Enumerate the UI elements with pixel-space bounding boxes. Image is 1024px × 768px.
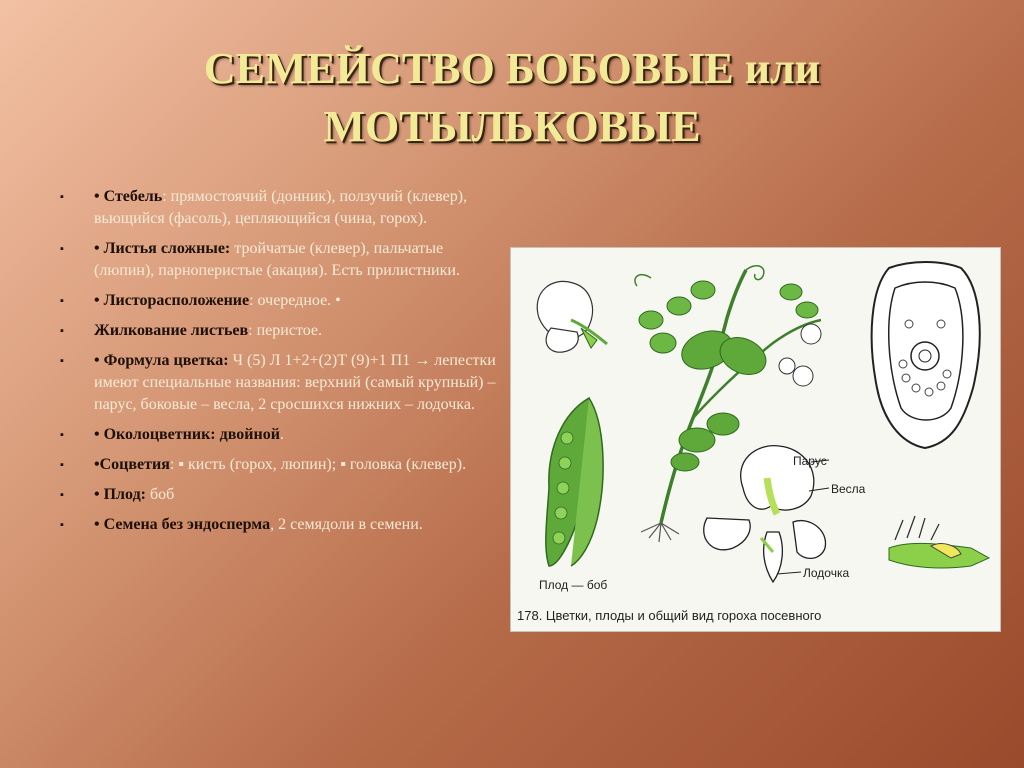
bullet-text: боб <box>145 486 175 503</box>
bullet-key: • Околоцветник: двойной <box>94 426 280 443</box>
bullet-text: : ▪ кисть (горох, люпин); ▪ головка (клевер). <box>169 456 467 473</box>
bullet-key: Жилкование листьев <box>94 322 249 339</box>
bullet-marker: ▪ <box>60 295 64 307</box>
bullet-key: • Семена без эндосперма <box>94 516 271 533</box>
stamen-detail-icon <box>889 516 989 568</box>
pea-illustration <box>510 247 1001 632</box>
bullet-text: : прямостоячий (донник), ползучий (клевер), вьющийся (фасоль), цепляющийся (чина, горох). <box>94 188 468 227</box>
bullet-marker: ▪ <box>60 243 64 255</box>
pea-drawing <box>511 248 1000 631</box>
bullet-item <box>60 186 500 230</box>
bullet-item <box>60 514 500 536</box>
bullet-text: , 2 семядоли в семени. <box>270 516 423 533</box>
bullet-marker: ▪ <box>60 325 64 337</box>
figure-caption: 178. Цветки, плоды и общий вид гороха посевного <box>517 608 822 623</box>
bullet-item <box>60 350 500 416</box>
flower-diagram-icon <box>872 262 980 448</box>
title-line-1: СЕМЕЙСТВО БОБОВЫЕ или <box>203 44 821 93</box>
bullet-marker: ▪ <box>60 489 64 501</box>
pea-flower-icon <box>537 281 607 352</box>
bullet-marker: ▪ <box>60 519 64 531</box>
bullet-text: : очередное. • <box>249 292 341 309</box>
bullet-text: Ч (5) Л 1+2+(2)Т (9)+1 П1 → лепестки имеют специальные названия: верхний (самый крупный) – парус, боковые – весла, 2 сросшихся нижних – лодочка. <box>94 352 496 413</box>
bullet-list <box>60 186 500 544</box>
bullet-text: тройчатые (клевер), пальчатые (люпин), парноперистые (акация). Есть прилистники. <box>94 240 460 279</box>
pea-pod-icon <box>546 398 603 566</box>
title-line-2: МОТЫЛЬКОВЫЕ <box>323 102 701 151</box>
bullet-text: . <box>279 426 284 443</box>
label-lodochka: Лодочка <box>803 566 850 580</box>
bullet-text: : перистое. <box>248 322 323 339</box>
bullet-item <box>60 424 500 446</box>
bullet-key: •Соцветия <box>94 456 170 473</box>
bullet-item <box>60 238 500 282</box>
bullet-marker: ▪ <box>60 459 64 471</box>
bullet-key: • Формула цветка: <box>94 352 229 369</box>
bullet-marker: ▪ <box>60 191 64 203</box>
bullet-item <box>60 320 500 342</box>
bullet-marker: ▪ <box>60 355 64 367</box>
bullet-item <box>60 290 500 312</box>
bullet-key: • Стебель <box>94 188 163 205</box>
bullet-item <box>60 484 500 506</box>
bullet-key: • Листорасположение <box>94 292 250 309</box>
label-parus: Парус <box>793 454 827 468</box>
label-vesla: Весла <box>831 482 866 496</box>
bullet-item <box>60 454 500 476</box>
label-plod: Плод — боб <box>539 578 608 592</box>
bullet-key: • Плод: <box>94 486 146 503</box>
bullet-key: • Листья сложные: <box>94 240 231 257</box>
slide-title <box>0 40 1024 156</box>
bullet-marker: ▪ <box>60 429 64 441</box>
